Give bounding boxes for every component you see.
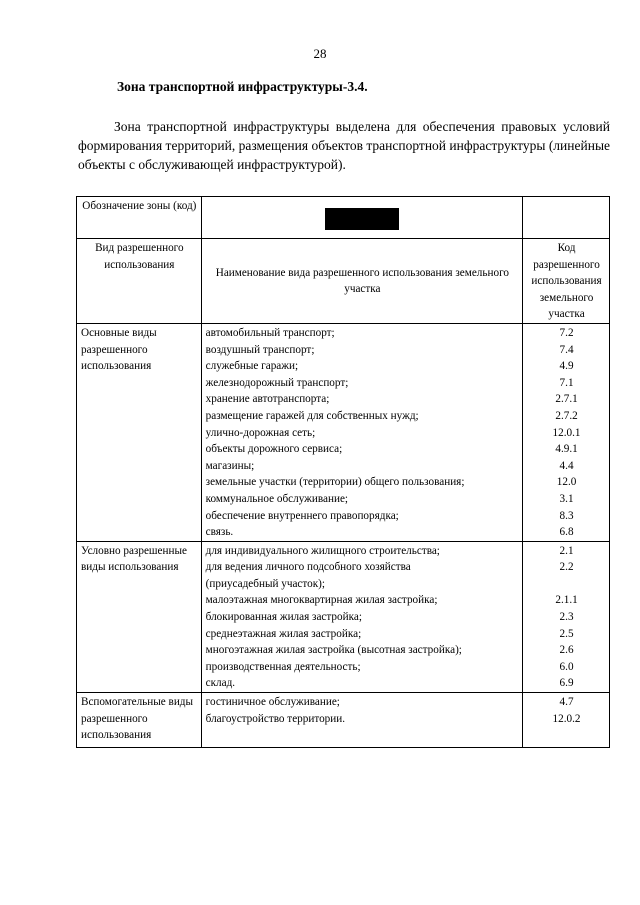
intro-paragraph: Зона транспортной инфраструктуры выделена для обеспечения правовых условий формирования территорий, размещения объектов транспортной инфраструктуры (линейные объекты с обслуживающей инфраструктурой). [78, 119, 610, 172]
zone-code-cell [201, 197, 522, 239]
use-name: гостиничное обслуживание; [205, 696, 340, 709]
group-label: Условно разрешенные виды использования [77, 541, 202, 692]
use-code: 2.7.2 [555, 409, 578, 422]
use-name-list [201, 693, 522, 748]
use-code: 2.7.1 [555, 393, 578, 406]
use-name: для индивидуального жилищного строительства; [205, 544, 440, 557]
use-code: 6.8 [559, 526, 574, 539]
use-name: блокированная жилая застройка; [205, 611, 362, 624]
use-name: коммунальное обслуживание; [205, 492, 349, 505]
use-code: 4.4 [559, 459, 574, 472]
use-code: 7.4 [559, 343, 574, 356]
use-code [527, 576, 606, 593]
use-name: автомобильный транспорт; [205, 326, 335, 339]
use-name: служебные гаражи; [205, 360, 299, 373]
use-code: 7.2 [559, 326, 574, 339]
use-name: связь. [205, 526, 234, 539]
use-code: 6.9 [559, 677, 574, 690]
use-name: хранение автотранспорта; [205, 393, 330, 406]
use-code: 4.9.1 [555, 443, 578, 456]
group-label: Вспомогательные виды разрешенного использования [77, 693, 202, 748]
use-name: благоустройство территории. [205, 712, 346, 725]
column-header-row [77, 239, 610, 324]
use-name: улично-дорожная сеть; [205, 426, 316, 439]
use-code: 12.0 [556, 476, 577, 489]
use-code: 2.5 [559, 627, 574, 640]
table-row [77, 693, 610, 748]
header-use-name: Наименование вида разрешенного использования земельного участка [201, 239, 522, 324]
use-code-list [523, 693, 610, 748]
use-code: 2.6 [559, 644, 574, 657]
use-name: (приусадебный участок); [205, 577, 326, 590]
use-code-list [523, 541, 610, 692]
use-code: 4.9 [559, 360, 574, 373]
use-code: 8.3 [559, 509, 574, 522]
use-code: 6.0 [559, 660, 574, 673]
page-number: 28 [313, 46, 327, 61]
use-code: 12.0.1 [552, 426, 581, 439]
use-code: 7.1 [559, 376, 574, 389]
use-name: земельные участки (территории) общего пользования; [205, 476, 465, 489]
use-name: размещение гаражей для собственных нужд; [205, 409, 419, 422]
use-code: 2.3 [559, 611, 574, 624]
use-name-list [201, 541, 522, 692]
use-name: воздушный транспорт; [205, 343, 315, 356]
redaction-block [325, 208, 399, 230]
use-code: 2.1 [559, 544, 574, 557]
group-label: Основные виды разрешенного использования [77, 323, 202, 541]
zone-code-empty-cell [523, 197, 610, 239]
header-use-type: Вид разрешенного использования [77, 239, 202, 324]
zone-code-row [77, 197, 610, 239]
use-name: магазины; [205, 459, 255, 472]
zone-code-label: Обозначение зоны (код) [77, 197, 202, 239]
use-name: многоэтажная жилая застройка (высотная застройка); [205, 644, 462, 657]
use-code: 12.0.2 [552, 712, 581, 725]
table-row [77, 541, 610, 692]
use-code-list [523, 323, 610, 541]
use-code: 4.7 [559, 696, 574, 709]
use-name-list [201, 323, 522, 541]
use-code: 3.1 [559, 492, 574, 505]
use-code: 2.1.1 [555, 594, 578, 607]
table-row [77, 323, 610, 541]
use-name: обеспечение внутреннего правопорядка; [205, 509, 399, 522]
use-name: среднеэтажная жилая застройка; [205, 627, 362, 640]
use-name: производственная деятельность; [205, 660, 361, 673]
use-code: 2.2 [559, 561, 574, 574]
section-heading: Зона транспортной инфраструктуры-3.4. [117, 79, 368, 94]
header-use-code: Код разрешенного использования земельного участка [523, 239, 610, 324]
use-name: объекты дорожного сервиса; [205, 443, 343, 456]
use-name: для ведения личного подсобного хозяйства [205, 561, 411, 574]
use-name: железнодорожный транспорт; [205, 376, 349, 389]
use-name: малоэтажная многоквартирная жилая застройка; [205, 594, 438, 607]
use-name: склад. [205, 677, 236, 690]
land-use-table [76, 196, 610, 748]
